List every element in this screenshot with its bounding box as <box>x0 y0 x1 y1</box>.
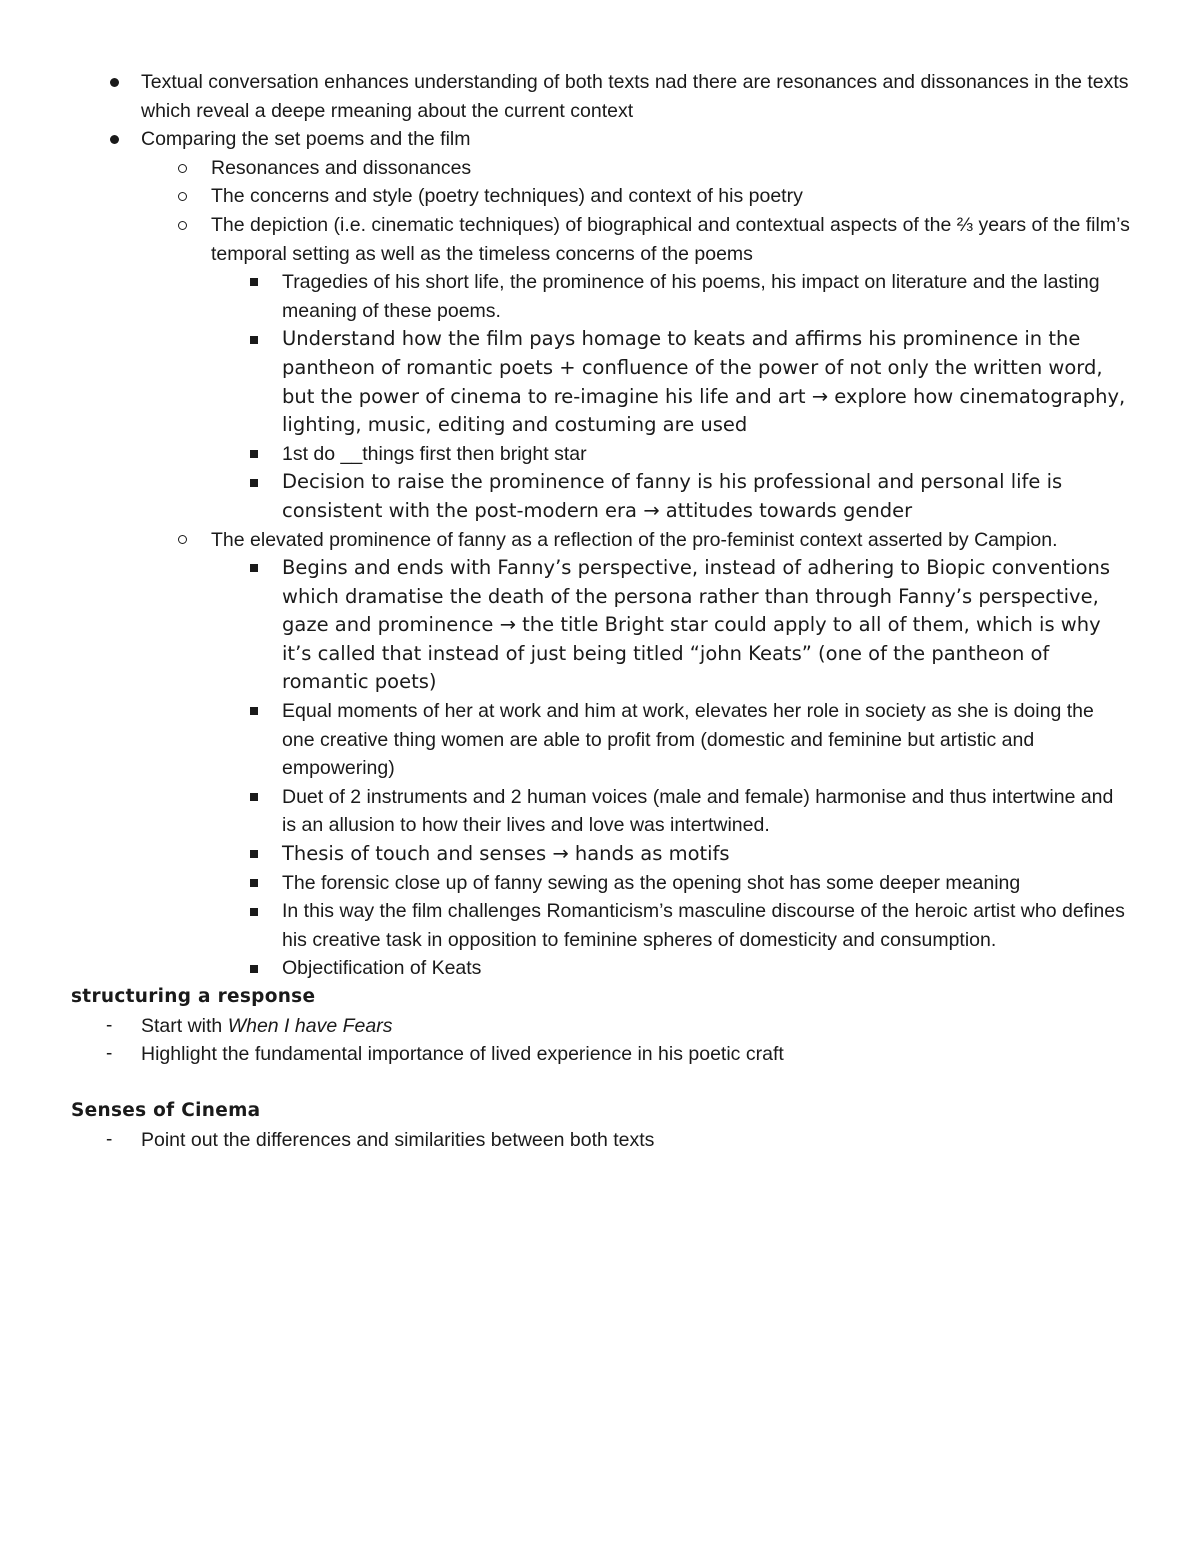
list-item <box>0 154 1200 183</box>
list-item-text: Comparing the set poems and the film <box>141 128 471 151</box>
list-item <box>0 783 1200 840</box>
list-item <box>0 897 1200 954</box>
list-item-text: Understand how the film pays homage to keats and affirms his prominence in the pantheon of romantic poets + confluence of the power of not only the written word, but the power of cinema to re-imagine his life and art → explore how cinematography, lighting, music, editing and costuming are used <box>282 327 1126 437</box>
bullet-dash: - <box>106 1014 113 1036</box>
poem-title: When I have Fears <box>227 1014 393 1037</box>
list-item <box>0 840 1200 869</box>
blank-line <box>0 1069 1200 1098</box>
list-item-text: The forensic close up of fanny sewing as the opening shot has some deeper meaning <box>282 871 1021 894</box>
list-item <box>0 182 1200 211</box>
bullet-dot <box>110 68 119 97</box>
bullet-square <box>248 268 258 297</box>
list-item-text: The depiction (i.e. cinematic techniques) of biographical and contextual aspects of the ⅔ years of the film’s temporal setting as well as the timeless concerns of the poems <box>211 213 1130 265</box>
list-item-text: Decision to raise the prominence of fanny is his professional and personal life is consistent with the post-modern era → attitudes towards gender <box>282 470 1063 522</box>
bullet-dash: - <box>106 1128 113 1150</box>
list-item <box>0 325 1200 439</box>
list-item <box>0 125 1200 154</box>
list-item-text: Point out the differences and similarities between both texts <box>141 1128 655 1151</box>
list-item-text: Textual conversation enhances understanding of both texts nad there are resonances and dissonances in the texts which reveal a deepe rmeaning about the current context <box>141 71 1129 122</box>
list-item <box>0 526 1200 555</box>
list-item-text: 1st do __things first then bright star <box>282 442 587 465</box>
list-item <box>0 211 1200 268</box>
bullet-square <box>248 897 258 926</box>
list-item <box>0 1040 1200 1069</box>
list-item <box>0 954 1200 983</box>
list-item <box>0 869 1200 898</box>
list-item-text: Highlight the fundamental importance of lived experience in his poetic craft <box>141 1043 784 1066</box>
text-prefix: Start with <box>141 1014 228 1037</box>
list-item-text: Thesis of touch and senses → hands as motifs <box>282 842 730 866</box>
list-item-text <box>141 1012 1130 1041</box>
list-item-text: In this way the film challenges Romanticism’s masculine discourse of the heroic artist who defines his creative task in opposition to feminine spheres of domesticity and consumption. <box>282 900 1125 951</box>
list-item-text: Resonances and dissonances <box>211 156 472 179</box>
list-item <box>0 440 1200 469</box>
bullet-circle <box>178 154 187 183</box>
list-item <box>0 68 1200 125</box>
list-item-text: Duet of 2 instruments and 2 human voices (male and female) harmonise and thus intertwine and is an allusion to how their lives and love was intertwined. <box>282 785 1114 837</box>
bullet-square <box>248 468 258 497</box>
list-item-text: Objectification of Keats <box>282 957 482 980</box>
section-heading-structuring: structuring a response <box>71 986 316 1007</box>
list-item <box>0 1012 1200 1041</box>
list-item-text: Begins and ends with Fanny’s perspective, instead of adhering to Biopic conventions which dramatise the death of the persona rather than through Fanny’s perspective, gaze and prominence → the title Bright star could apply to all of them, which is why it’s called that instead of just being titled “john Keats” (one of the pantheon of romantic poets) <box>282 556 1111 694</box>
bullet-square <box>248 954 258 983</box>
list-item <box>0 1126 1200 1155</box>
bullet-square <box>248 783 258 812</box>
list-item <box>0 554 1200 697</box>
bullet-square <box>248 869 258 898</box>
bullet-dot <box>110 125 119 154</box>
bullet-square <box>248 325 258 354</box>
bullet-circle <box>178 526 187 555</box>
bullet-circle <box>178 182 187 211</box>
section-heading-senses: Senses of Cinema <box>71 1100 261 1122</box>
bullet-square <box>248 554 258 583</box>
list-item-text: The elevated prominence of fanny as a reflection of the pro-feminist context asserted by Campion. <box>211 528 1058 551</box>
document-page <box>0 68 1200 1155</box>
list-item <box>0 697 1200 783</box>
bullet-dash: - <box>106 1043 113 1065</box>
list-item <box>0 468 1200 525</box>
list-item-text: The concerns and style (poetry techniques) and context of his poetry <box>211 185 803 208</box>
bullet-square <box>248 840 258 869</box>
list-item <box>0 268 1200 325</box>
bullet-square <box>248 440 258 469</box>
list-item-text: Tragedies of his short life, the prominence of his poems, his impact on literature and the lasting meaning of these poems. <box>282 271 1100 322</box>
bullet-circle <box>178 211 187 240</box>
bullet-square <box>248 697 258 726</box>
list-item-text: Equal moments of her at work and him at work, elevates her role in society as she is doing the one creative thing women are able to profit from (domestic and feminine but artistic and empowering) <box>282 700 1094 780</box>
